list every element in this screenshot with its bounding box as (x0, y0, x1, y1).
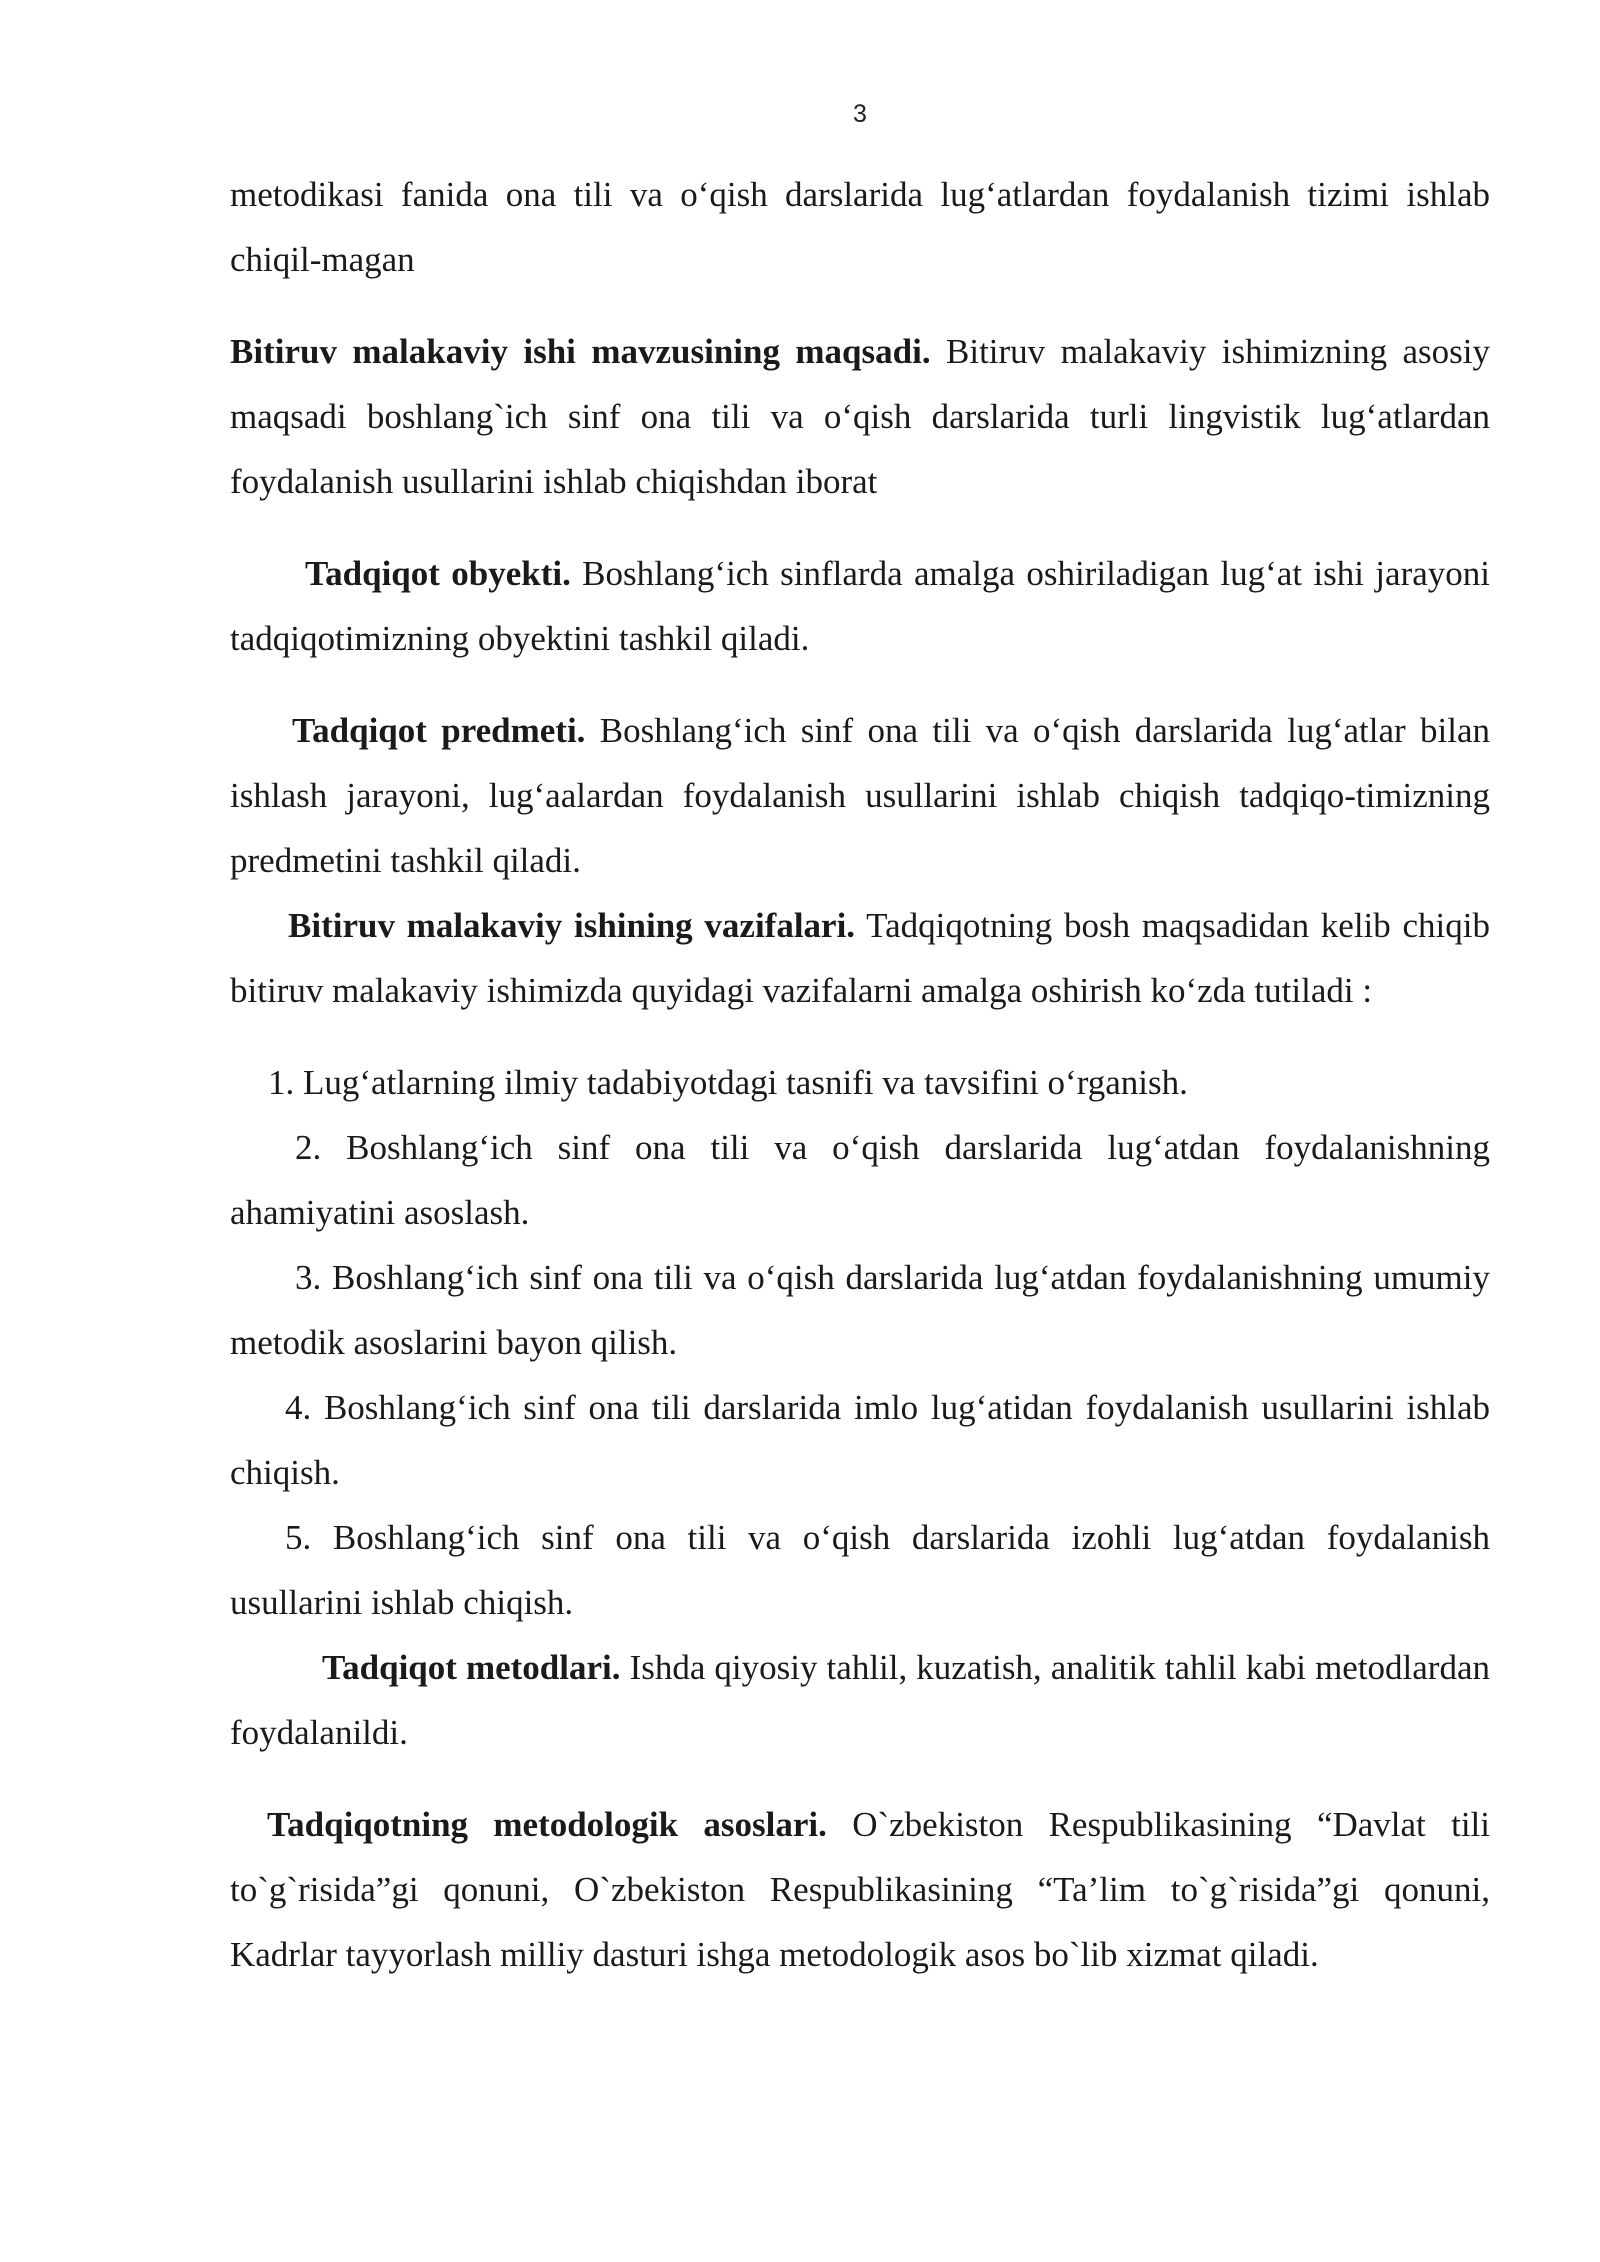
paragraph-heading: Tadqiqot obyekti. (305, 554, 571, 593)
paragraph-goal (230, 319, 1490, 514)
paragraph-tasks (230, 893, 1490, 1023)
task-list-item: 2. Boshlang‘ich sinf ona tili va o‘qish darslarida lug‘atdan foydalanishning ahamiyatini asoslash. (230, 1128, 1490, 1232)
paragraph-text: Tadqiqotning bosh maqsadidan kelib chiqib bitiruv malakaviy ishimizda quyidagi vazifalarni amalga oshirish ko‘zda tutiladi : (230, 906, 1490, 1010)
task-list-item: 3. Boshlang‘ich sinf ona tili va o‘qish darslarida lug‘atdan foydalanishning umumiy metodik asoslarini bayon qilish. (230, 1258, 1490, 1362)
paragraph-methods (230, 1635, 1490, 1765)
page-number: 3 (853, 100, 867, 128)
paragraph-text: Ishda qiyosiy tahlil, kuzatish, analitik tahlil kabi metodlardan foydalanildi. (230, 1648, 1490, 1752)
paragraph-heading: Tadqiqotning metodologik asoslari. (267, 1805, 827, 1844)
paragraph-subject (230, 698, 1490, 893)
paragraph-text: metodikasi fanida ona tili va o‘qish darslarida lug‘atlardan foydalanish tizimi ishlab chiqil-magan (230, 175, 1490, 279)
paragraph-text: Bitiruv malakaviy ishimizning asosiy maqsadi boshlang`ich sinf ona tili va o‘qish darslarida turli lingvistik lug‘atlardan foydalanish usullarini ishlab chiqishdan iborat (230, 332, 1490, 501)
paragraph-text: Boshlang‘ich sinflarda amalga oshiriladigan lug‘at ishi jarayoni tadqiqotimizning obyektini tashkil qiladi. (230, 554, 1490, 658)
paragraph-heading: Bitiruv malakaviy ishining vazifalari. (288, 906, 856, 945)
paragraph-text: Boshlang‘ich sinf ona tili va o‘qish darslarida lug‘atlar bilan ishlash jarayoni, lug‘aalardan foydalanish usullarini ishlab chiqish tadqiqo-timizning predmetini tashkil qiladi. (230, 711, 1490, 880)
paragraph-heading: Bitiruv malakaviy ishi mavzusining maqsadi. (230, 332, 931, 371)
paragraph-continuation (230, 162, 1490, 292)
task-list-item: 5. Boshlang‘ich sinf ona tili va o‘qish darslarida izohli lug‘atdan foydalanish usullarini ishlab chiqish. (230, 1518, 1490, 1622)
document-body (230, 162, 1490, 1987)
paragraph-heading: Tadqiqot predmeti. (292, 711, 586, 750)
task-list-item: 1. Lug‘atlarning ilmiy tadabiyotdagi tasnifi va tavsifini o‘rganish. (268, 1063, 1188, 1102)
paragraph-text: O`zbekiston Respublikasining “Davlat tili to`g`risida”gi qonuni, O`zbekiston Respublikasining “Ta’lim to`g`risida”gi qonuni, Kadrlar tayyorlash milliy dasturi ishga metodologik asos bo`lib xizmat qiladi. (230, 1805, 1490, 1974)
paragraph-methodology (230, 1792, 1490, 1987)
paragraph-heading: Tadqiqot metodlari. (322, 1648, 621, 1687)
paragraph-object (230, 541, 1490, 671)
task-list-item: 4. Boshlang‘ich sinf ona tili darslarida imlo lug‘atidan foydalanish usullarini ishlab chiqish. (230, 1388, 1490, 1492)
